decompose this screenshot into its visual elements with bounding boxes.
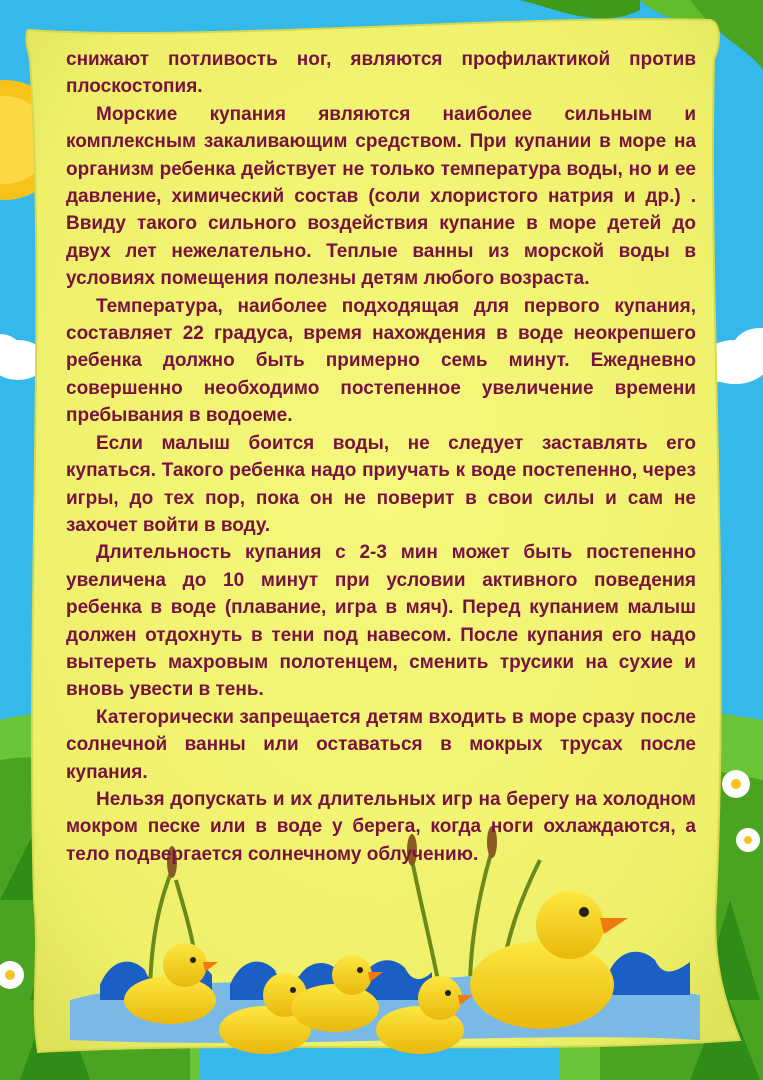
article-text (66, 46, 696, 868)
paragraph: Нельзя допускать и их длительных игр на берегу на холодном мокром песке или в воде у берега, когда ноги охлаждаются, а тело подвергается солнечному облучению. (66, 788, 696, 865)
daisy-icon (736, 828, 760, 852)
paragraph: Длительность купания с 2-3 мин может быть постепенно увеличена до 10 минут при условии активного поведения ребенка в воде (плавание, игра в мяч). Перед купанием малыш должен отдохнуть в тени под навесом. После купания его надо вытереть махровым полотенцем, сменить трусики на сухие и вновь увести в тень. (66, 542, 696, 701)
paragraph: Категорически запрещается детям входить в море сразу после солнечной ванны или оставаться в мокрых трусах после купания. (66, 706, 696, 783)
paragraph: Морские купания являются наиболее сильным и комплексным закаливающим средством. При купании в море на организм ребенка действует не только температура воды, но и ее давление, химический состав (соли хлористого натрия и др.) . Ввиду такого сильного воздействия купание в море детей до двух лет нежелательно. Теплые ванны из морской воды в условиях помещения полезны детям любого возраста. (66, 103, 696, 290)
paragraph: снижают потливость ног, являются профилактикой против плоскостопия. (66, 49, 696, 98)
paragraph: Температура, наиболее подходящая для первого купания, составляет 22 градуса, время нахождения в воде неокрепшего ребенка должно быть примерно семь минут. Ежедневно совершенно необходимо постепенное увеличение времени пребывания в водоеме. (66, 295, 696, 427)
paragraph: Если малыш боится воды, не следует заставлять его купаться. Такого ребенка надо приучать к воде постепенно, через игры, до тех пор, пока он не поверит в свои силы и сам не захочет войти в воду. (66, 432, 696, 536)
daisy-icon (722, 770, 750, 798)
